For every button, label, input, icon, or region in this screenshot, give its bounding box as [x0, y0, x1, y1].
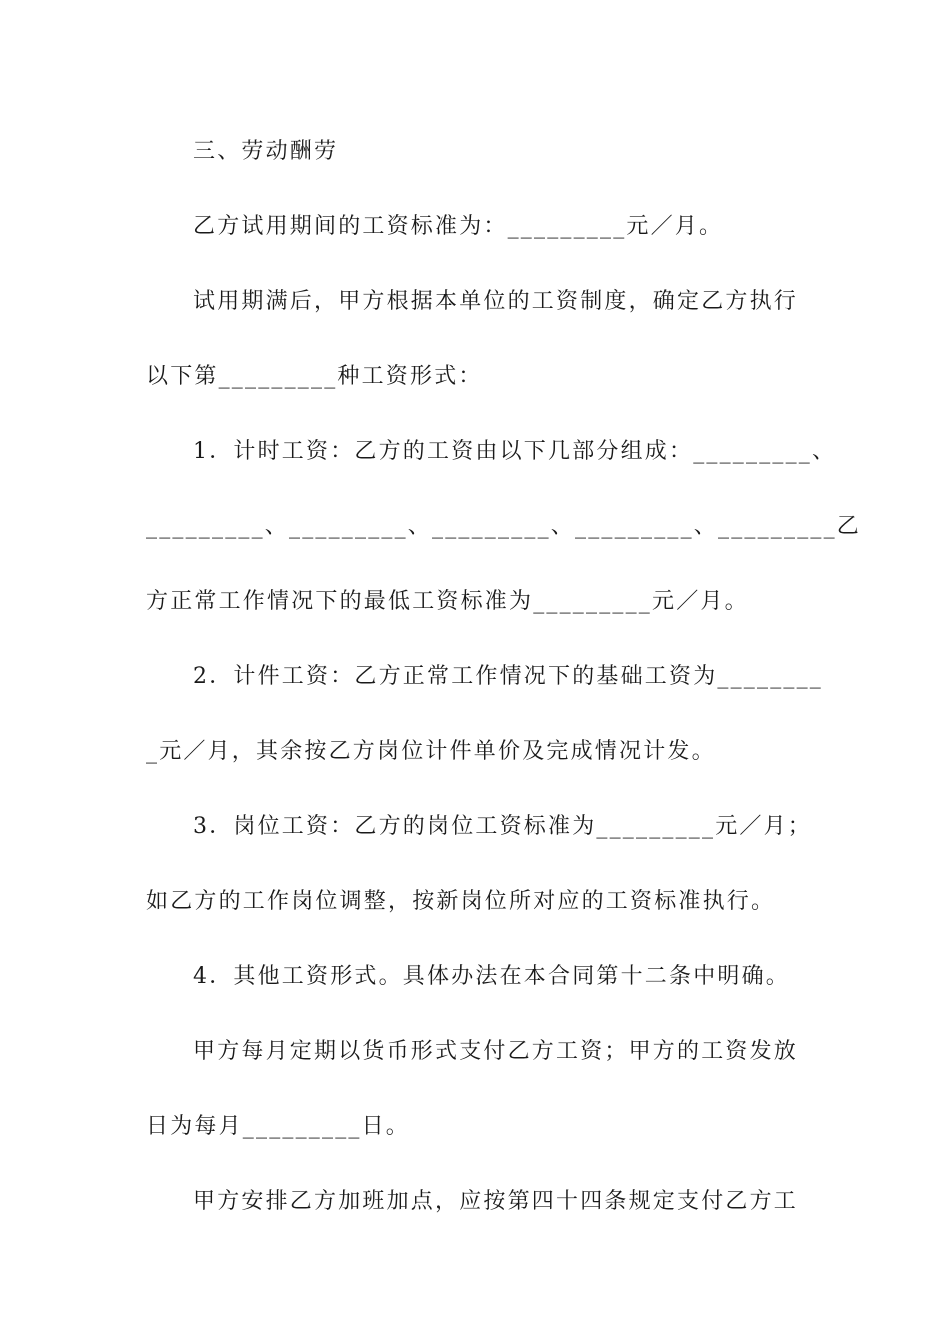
paragraph-line: _元／月，其余按乙方岗位计件单价及完成情况计发。: [146, 739, 716, 764]
section-heading: 三、劳动酬劳: [193, 139, 339, 164]
paragraph-line: 试用期满后，甲方根据本单位的工资制度，确定乙方执行: [193, 289, 799, 314]
paragraph-line: 日为每月_________日。: [146, 1114, 411, 1139]
paragraph-line: 4．其他工资形式。具体办法在本合同第十二条中明确。: [193, 964, 790, 989]
paragraph-line: 乙方试用期间的工资标准为：_________元／月。: [193, 214, 724, 239]
paragraph-line: 以下第_________种工资形式：: [146, 364, 483, 389]
paragraph-line: 3．岗位工资：乙方的岗位工资标准为_________元／月；: [193, 814, 812, 839]
paragraph-line: _________、_________、_________、_________、_________乙: [146, 514, 862, 539]
paragraph-line: 甲方每月定期以货币形式支付乙方工资；甲方的工资发放: [193, 1039, 799, 1064]
paragraph-line: 方正常工作情况下的最低工资标准为_________元／月。: [146, 589, 749, 614]
paragraph-line: 2．计件工资：乙方正常工作情况下的基础工资为________: [193, 664, 823, 689]
paragraph-line: 如乙方的工作岗位调整，按新岗位所对应的工资标准执行。: [146, 889, 776, 914]
paragraph-line: 甲方安排乙方加班加点，应按第四十四条规定支付乙方工: [193, 1189, 799, 1214]
paragraph-line: 1．计时工资：乙方的工资由以下几部分组成：_________、: [193, 439, 837, 464]
